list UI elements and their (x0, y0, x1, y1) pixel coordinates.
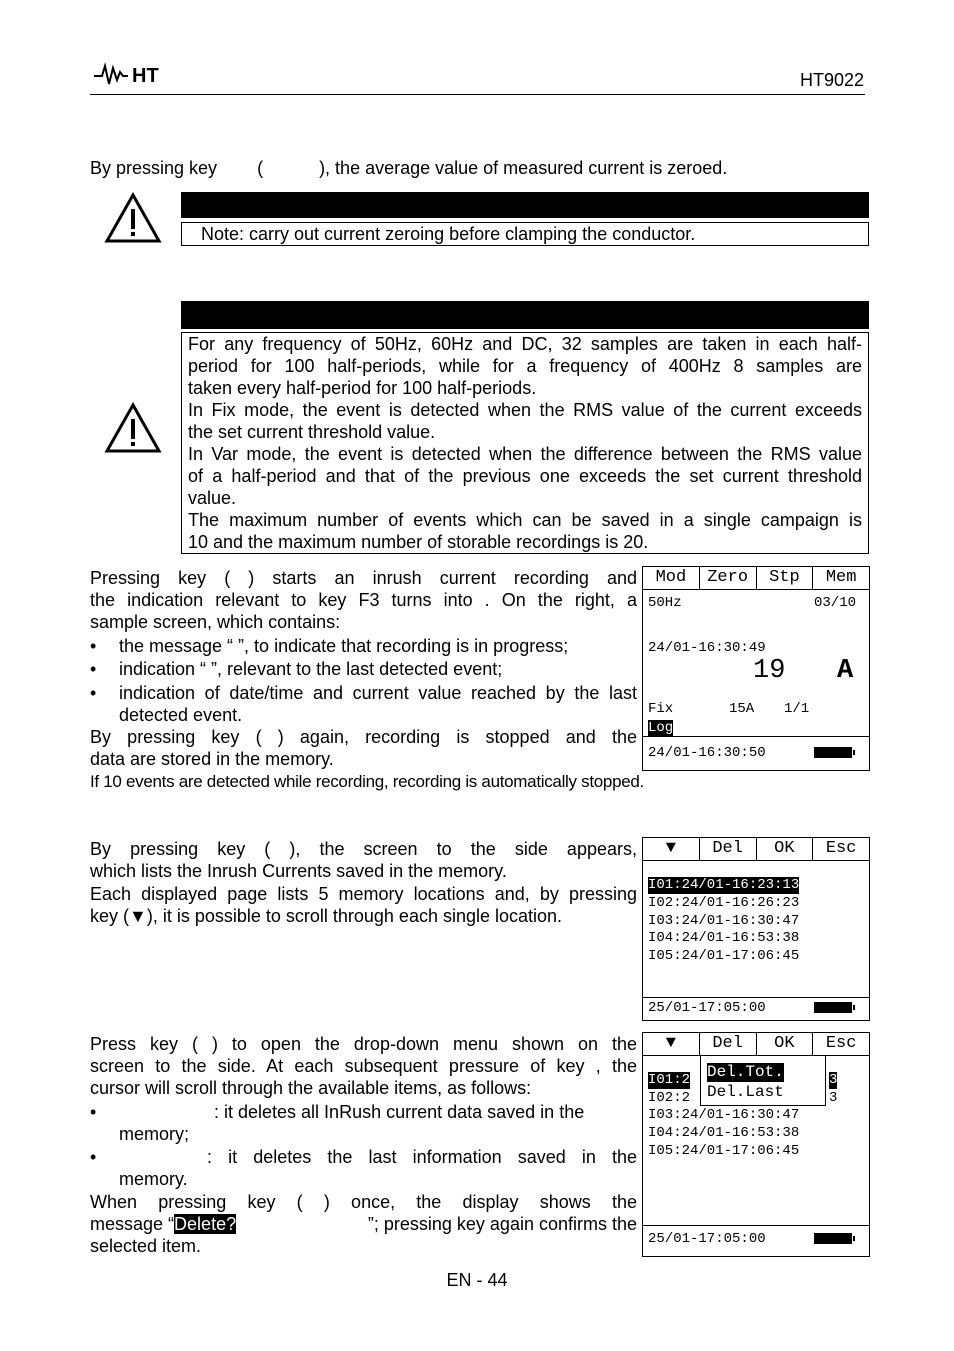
confirm-pre: message “ (90, 1214, 175, 1234)
tab-zero[interactable]: Zero (700, 567, 757, 589)
delete-dropdown-menu (700, 1055, 826, 1106)
record-after-1: By pressing key ( ) again, recording is stopped and the (90, 727, 637, 747)
screen-footer (643, 736, 869, 770)
confirm-post: ”; pressing key again confirms the (367, 1214, 637, 1234)
model-label: HT9022 (799, 70, 864, 90)
current-value: 19 (753, 656, 786, 686)
info-line-8: value. (188, 488, 237, 508)
tab-esc[interactable]: Esc (825, 1034, 857, 1053)
instrument-screen-delete (642, 1032, 870, 1257)
record-bullet-3 (90, 682, 637, 726)
memory-row[interactable]: I03:24/01-16:30:47 (648, 1107, 800, 1123)
bullet-text: indication “ ”, relevant to the last detected event; (119, 659, 503, 679)
bullet-text-cont: memory; (119, 1124, 190, 1144)
info-line-3: taken every half-period for 100 half-periods. (188, 378, 537, 398)
confirm-line-3: selected item. (90, 1236, 202, 1256)
memory-row-selected[interactable]: I01:24/01-16:23:13 (648, 877, 800, 893)
info-title-bar (181, 301, 869, 329)
bullet-dot: • (90, 636, 97, 656)
menu-item-del-last[interactable]: Del.Last (707, 1083, 784, 1101)
battery-icon (814, 1233, 852, 1244)
memory-row-tail: 3 (829, 1072, 838, 1088)
delete-line-1: Press key ( ) to open the drop-down menu shown on the (90, 1034, 637, 1054)
tab-mem[interactable]: Mem (825, 568, 857, 587)
delete-prompt-highlight: Delete? (174, 1214, 237, 1234)
zero-text-a: By pressing key (90, 158, 218, 178)
tab-del[interactable]: Del (700, 1033, 757, 1055)
screen-footer (643, 997, 869, 1020)
current-unit: A (837, 656, 854, 686)
confirm-line-1: When pressing key ( ) once, the display shows the (90, 1192, 637, 1212)
confirm-line-2 (90, 1213, 637, 1235)
auto-stop-note: If 10 events are detected while recording, recording is automatically stopped. (90, 772, 644, 791)
bullet-text-cont: memory. (119, 1169, 188, 1189)
delete-line-2: screen to the side. At each subsequent pressure of key , the (90, 1056, 637, 1076)
footer-datetime: 24/01-16:30:50 (648, 745, 766, 761)
tab-scroll-down[interactable]: ▼ (643, 1033, 700, 1055)
tab-esc[interactable]: Esc (825, 839, 857, 858)
menu-item-del-tot[interactable]: Del.Tot. (707, 1063, 784, 1081)
memory-row-selected[interactable]: I01:2 (648, 1072, 691, 1088)
battery-icon (814, 747, 852, 758)
ratio-label: 1/1 (784, 701, 810, 717)
screen-footer (643, 1225, 869, 1256)
tab-stp[interactable]: Stp (757, 567, 814, 589)
info-line-10: 10 and the maximum number of storable recordings is 20. (188, 532, 649, 552)
info-line-2: period for 100 half-periods, while for a frequency of 400Hz 8 samples are (188, 356, 862, 376)
memory-row[interactable]: I04:24/01-16:53:38 (648, 1125, 800, 1141)
log-indicator: Log (648, 720, 674, 736)
memory-row[interactable]: I03:24/01-16:30:47 (648, 913, 800, 929)
header-divider (90, 94, 865, 95)
record-line-2: the indication relevant to key F3 turns into . On the right, a (90, 590, 637, 610)
threshold-label: 15A (729, 701, 755, 717)
bullet-text: : it deletes all InRush current data saved in the (214, 1102, 585, 1122)
delete-bullet-2 (90, 1146, 637, 1190)
bullet-text-cont: detected event. (119, 705, 243, 725)
zero-paragraph (90, 157, 727, 179)
screen-tabs (643, 838, 869, 861)
freq-label: 50Hz (648, 595, 682, 611)
info-line-9: The maximum number of events which can be saved in a single campaign is (188, 510, 862, 530)
info-box (181, 332, 869, 554)
record-bullet-1 (90, 635, 637, 657)
zero-text-c: ), the average value of measured current is zeroed. (319, 158, 728, 178)
note-box (181, 222, 869, 246)
info-line-5: the set current threshold value. (188, 422, 436, 442)
note-text: Note: carry out current zeroing before clamping the conductor. (201, 224, 696, 244)
bullet-dot: • (90, 683, 97, 703)
tab-scroll-down[interactable]: ▼ (643, 838, 700, 860)
bullet-dot: • (90, 659, 97, 679)
memory-row[interactable]: I05:24/01-17:06:45 (648, 948, 800, 964)
info-line-7: of a half-period and that of the previous one exceeds the set current threshold (188, 466, 862, 486)
warning-icon (104, 192, 162, 244)
screen-tabs (643, 567, 869, 590)
info-line-1: For any frequency of 50Hz, 60Hz and DC, 32 samples are taken in each half- (188, 334, 862, 354)
event-datetime: 24/01-16:30:49 (648, 640, 766, 656)
warning-icon (104, 402, 162, 454)
tab-del[interactable]: Del (700, 838, 757, 860)
bullet-text: the message “ ”, to indicate that recording is in progress; (119, 636, 569, 656)
memory-row[interactable]: I02:2 (648, 1090, 691, 1106)
event-count: 03/10 (813, 595, 856, 611)
bullet-text: indication of date/time and current value reached by the last (119, 683, 637, 703)
tab-ok[interactable]: OK (757, 838, 814, 860)
bullet-dot: • (90, 1102, 97, 1122)
instrument-screen-record (642, 566, 870, 771)
memory-line-2: which lists the Inrush Currents saved in the memory. (90, 861, 507, 881)
footer-datetime: 25/01-17:05:00 (648, 1000, 766, 1016)
zero-text-b: ( (257, 158, 264, 178)
note-title-bar (181, 192, 869, 218)
record-bullet-2 (90, 658, 637, 680)
delete-line-3: cursor will scroll through the available items, as follows: (90, 1078, 532, 1098)
logo-text: HT (132, 65, 159, 86)
memory-row-tail: 3 (829, 1090, 838, 1106)
info-line-6: In Var mode, the event is detected when the difference between the RMS value (188, 444, 862, 464)
memory-row[interactable]: I02:24/01-16:26:23 (648, 895, 800, 911)
mode-label: Fix (648, 701, 674, 717)
record-line-1: Pressing key ( ) starts an inrush current recording and (90, 568, 637, 588)
page-number: EN - 44 (446, 1270, 508, 1290)
memory-line-1: By pressing key ( ), the screen to the side appears, (90, 839, 637, 859)
screen-tabs (643, 1033, 869, 1056)
battery-icon (814, 1002, 852, 1013)
tab-mod[interactable]: Mod (643, 567, 700, 589)
tab-ok[interactable]: OK (757, 1033, 814, 1055)
info-line-4: In Fix mode, the event is detected when the RMS value of the current exceeds (188, 400, 862, 420)
memory-line-4: key (▼), it is possible to scroll through each single location. (90, 906, 563, 926)
record-after-2: data are stored in the memory. (90, 749, 334, 769)
instrument-screen-memory (642, 837, 870, 1021)
memory-line-3: Each displayed page lists 5 memory locations and, by pressing (90, 884, 637, 904)
footer-datetime: 25/01-17:05:00 (648, 1231, 766, 1247)
memory-row[interactable]: I05:24/01-17:06:45 (648, 1143, 800, 1159)
bullet-text: : it deletes the last information saved in the (207, 1147, 637, 1167)
ht-logo (92, 62, 172, 86)
memory-row[interactable]: I04:24/01-16:53:38 (648, 930, 800, 946)
bullet-dot: • (90, 1147, 97, 1167)
record-line-3: sample screen, which contains: (90, 612, 341, 632)
delete-bullet-1 (90, 1101, 637, 1145)
